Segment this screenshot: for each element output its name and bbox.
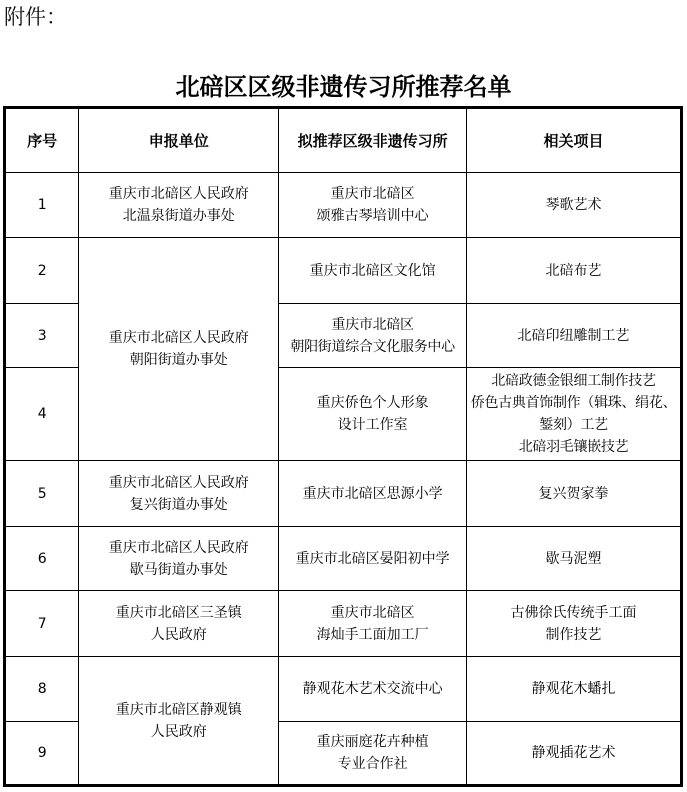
- institute-cell: 重庆市北碚区 颂雅古琴培训中心: [279, 173, 467, 238]
- table-row: [5, 591, 682, 657]
- header-institute: 拟推荐区级非遗传习所: [279, 108, 467, 173]
- items-cell: 北碚政德金银细工制作技艺 侨色古典首饰制作（辑珠、绢花、 錾刻）工艺 北碚羽毛镶嵌技艺: [467, 368, 682, 461]
- unit-cell: 重庆市北碚区人民政府 歇马街道办事处: [79, 527, 279, 591]
- institute-cell: 静观花木艺术交流中心: [279, 657, 467, 722]
- unit-cell: 重庆市北碚区静观镇 人民政府: [79, 657, 279, 786]
- seq-cell: 4: [5, 368, 79, 461]
- institute-cell: 重庆市北碚区晏阳初中学: [279, 527, 467, 591]
- items-cell: 古佛徐氏传统手工面 制作技艺: [467, 591, 682, 657]
- table-row: [5, 461, 682, 527]
- unit-cell: 重庆市北碚区人民政府 朝阳街道办事处: [79, 238, 279, 461]
- header-items: 相关项目: [467, 108, 682, 173]
- seq-cell: 3: [5, 304, 79, 368]
- header-unit: 申报单位: [79, 108, 279, 173]
- unit-cell: 重庆市北碚区三圣镇 人民政府: [79, 591, 279, 657]
- seq-cell: 1: [5, 173, 79, 238]
- document-title: 北碚区区级非遗传习所推荐名单: [175, 72, 512, 101]
- unit-cell: 重庆市北碚区人民政府 北温泉街道办事处: [79, 173, 279, 238]
- items-cell: 北碚布艺: [467, 238, 682, 304]
- institute-cell: 重庆侨色个人形象 设计工作室: [279, 368, 467, 461]
- recommendation-table: [3, 106, 683, 787]
- institute-cell: 重庆市北碚区 朝阳街道综合文化服务中心: [279, 304, 467, 368]
- institute-cell: 重庆市北碚区思源小学: [279, 461, 467, 527]
- institute-cell: 重庆市北碚区文化馆: [279, 238, 467, 304]
- header-seq: 序号: [5, 108, 79, 173]
- seq-cell: 6: [5, 527, 79, 591]
- institute-cell: 重庆丽庭花卉种植 专业合作社: [279, 722, 467, 786]
- table-row: [5, 527, 682, 591]
- items-cell: 琴歌艺术: [467, 173, 682, 238]
- table-row: [5, 173, 682, 238]
- seq-cell: 9: [5, 722, 79, 786]
- table-row: [5, 657, 682, 722]
- attachment-label: 附件：: [4, 5, 67, 29]
- table-row: [5, 238, 682, 304]
- items-cell: 静观花木蟠扎: [467, 657, 682, 722]
- seq-cell: 7: [5, 591, 79, 657]
- seq-cell: 5: [5, 461, 79, 527]
- seq-cell: 8: [5, 657, 79, 722]
- institute-cell: 重庆市北碚区 海灿手工面加工厂: [279, 591, 467, 657]
- seq-cell: 2: [5, 238, 79, 304]
- items-cell: 歇马泥塑: [467, 527, 682, 591]
- items-cell: 静观插花艺术: [467, 722, 682, 786]
- items-cell: 北碚印纽雕制工艺: [467, 304, 682, 368]
- unit-cell: 重庆市北碚区人民政府 复兴街道办事处: [79, 461, 279, 527]
- table-header-row: [5, 108, 682, 173]
- items-cell: 复兴贺家拳: [467, 461, 682, 527]
